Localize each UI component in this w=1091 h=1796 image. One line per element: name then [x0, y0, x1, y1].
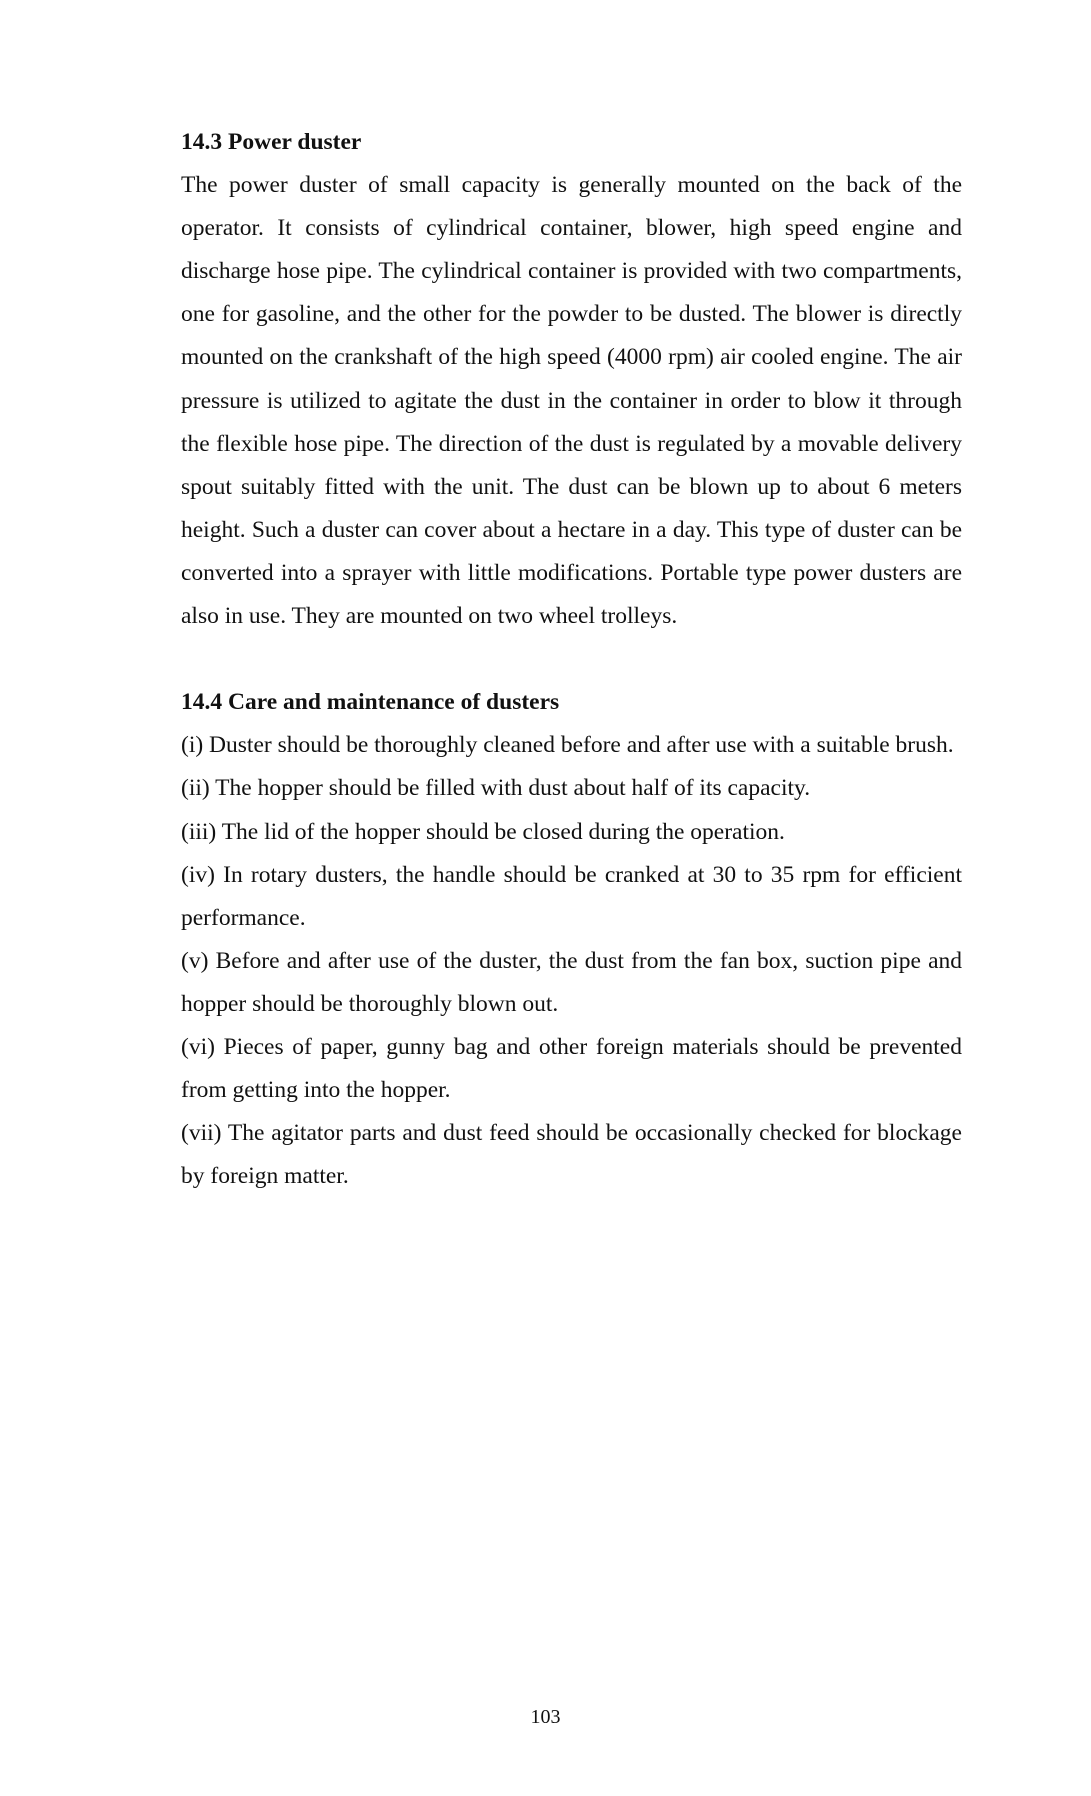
list-item: (vi) Pieces of paper, gunny bag and other foreign materials should be prevented from getting into the hopper.	[181, 1033, 962, 1104]
section-spacer	[181, 638, 962, 681]
section-heading-power-duster: 14.3 Power duster	[181, 129, 362, 155]
section-power-duster	[181, 121, 962, 638]
page-number: 103	[530, 1706, 561, 1728]
list-item: (i) Duster should be thoroughly cleaned before and after use with a suitable brush.	[181, 732, 954, 759]
maintenance-list	[181, 724, 962, 1198]
list-item: (iii) The lid of the hopper should be closed during the operation.	[181, 818, 785, 845]
list-item: (ii) The hopper should be filled with dust about half of its capacity.	[181, 775, 811, 802]
list-item: (v) Before and after use of the duster, the dust from the fan box, suction pipe and hopper should be thoroughly blown out.	[181, 947, 962, 1017]
section-care-maintenance	[181, 681, 962, 1198]
list-item: (vii) The agitator parts and dust feed should be occasionally checked for blockage by foreign matter.	[181, 1120, 962, 1190]
document-page	[181, 121, 962, 1198]
section-heading-care-maintenance: 14.4 Care and maintenance of dusters	[181, 689, 560, 716]
list-item: (iv) In rotary dusters, the handle should be cranked at 30 to 35 rpm for efficient performance.	[181, 861, 962, 931]
paragraph-power-duster: The power duster of small capacity is generally mounted on the back of the operator. It consists of cylindrical container, blower, high speed engine and discharge hose pipe. The cylindrical container is provided with two compartments, one for gasoline, and the other for the powder to be dusted. The blower is directly mounted on the crankshaft of the high speed (4000 rpm) air cooled engine. The air pressure is utilized to agitate the dust in the container in order to blow it through the flexible hose pipe. The direction of the dust is regulated by a movable delivery spout suitably fitted with the unit. The dust can be blown up to about 6 meters height. Such a duster can cover about a hectare in a day. This type of duster can be converted into a sprayer with little modifications. Portable type power dusters are also in use. They are mounted on two wheel trolleys.	[181, 172, 962, 630]
